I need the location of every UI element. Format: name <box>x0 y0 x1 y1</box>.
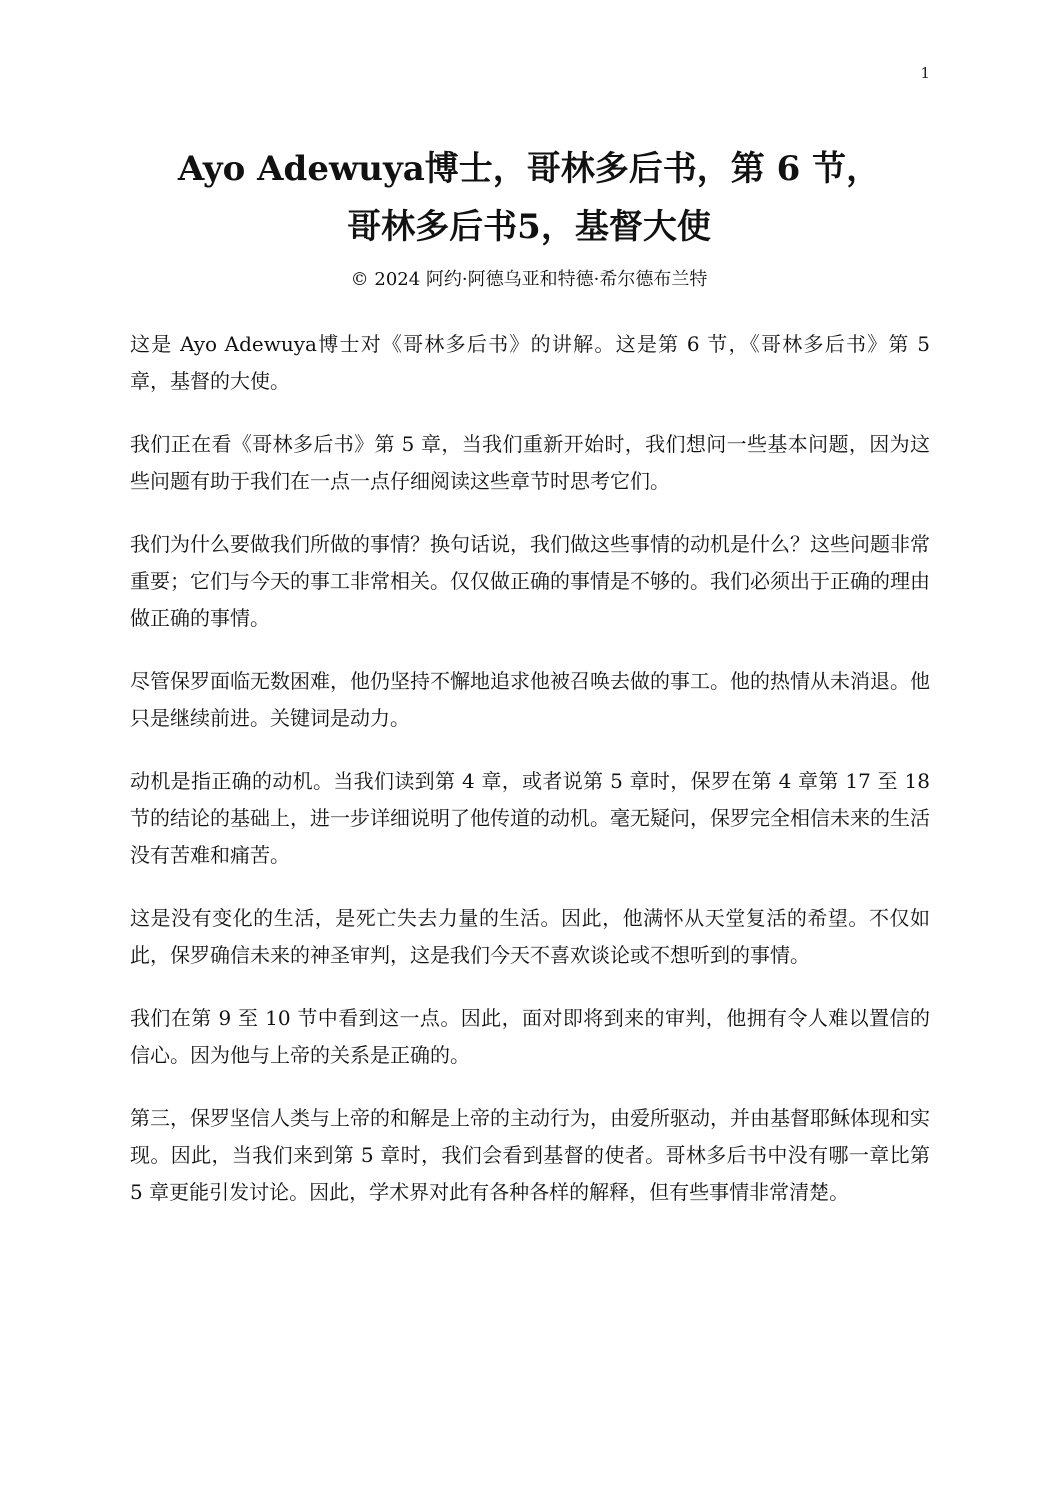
document-title <box>100 140 958 256</box>
document-body <box>130 326 930 1237</box>
paragraph: 尽管保罗面临无数困难，他仍坚持不懈地追求他被召唤去做的事工。他的热情从未消退。他只是继续前进。关键词是动力。 <box>130 669 930 730</box>
title-line-2: 哥林多后书5，基督大使 <box>347 207 711 247</box>
page-number: 1 <box>920 64 930 82</box>
paragraph: 这是没有变化的生活，是死亡失去力量的生活。因此，他满怀从天堂复活的希望。不仅如此，保罗确信未来的神圣审判，这是我们今天不喜欢谈论或不想听到的事情。 <box>130 906 930 967</box>
paragraph: 这是 Ayo Adewuya博士对《哥林多后书》的讲解。这是第 6 节，《哥林多后书》第 5 章，基督的大使。 <box>130 332 930 393</box>
paragraph: 我们为什么要做我们所做的事情？换句话说，我们做这些事情的动机是什么？这些问题非常重要；它们与今天的事工非常相关。仅仅做正确的事情是不够的。我们必须出于正确的理由做正确的事情。 <box>130 532 930 630</box>
paragraph: 我们在第 9 至 10 节中看到这一点。因此，面对即将到来的审判，他拥有令人难以置信的信心。因为他与上帝的关系是正确的。 <box>130 1006 930 1067</box>
title-line-1: Ayo Adewuya博士，哥林多后书，第 6 节， <box>177 149 881 189</box>
paragraph: 我们正在看《哥林多后书》第 5 章，当我们重新开始时，我们想问一些基本问题，因为这些问题有助于我们在一点一点仔细阅读这些章节时思考它们。 <box>130 432 930 493</box>
paragraph: 第三，保罗坚信人类与上帝的和解是上帝的主动行为，由爱所驱动，并由基督耶稣体现和实现。因此，当我们来到第 5 章时，我们会看到基督的使者。哥林多后书中没有哪一章比第 5 章更能引发讨论。因此，学术界对此有各种各样的解释，但有些事情非常清楚。 <box>130 1106 930 1204</box>
copyright-line: © 2024 阿约·阿德乌亚和特德·希尔德布兰特 <box>350 269 708 290</box>
paragraph: 动机是指正确的动机。当我们读到第 4 章，或者说第 5 章时，保罗在第 4 章第 17 至 18 节的结论的基础上，进一步详细说明了他传道的动机。毫无疑问，保罗完全相信未来的生活没有苦难和痛苦。 <box>130 769 930 867</box>
